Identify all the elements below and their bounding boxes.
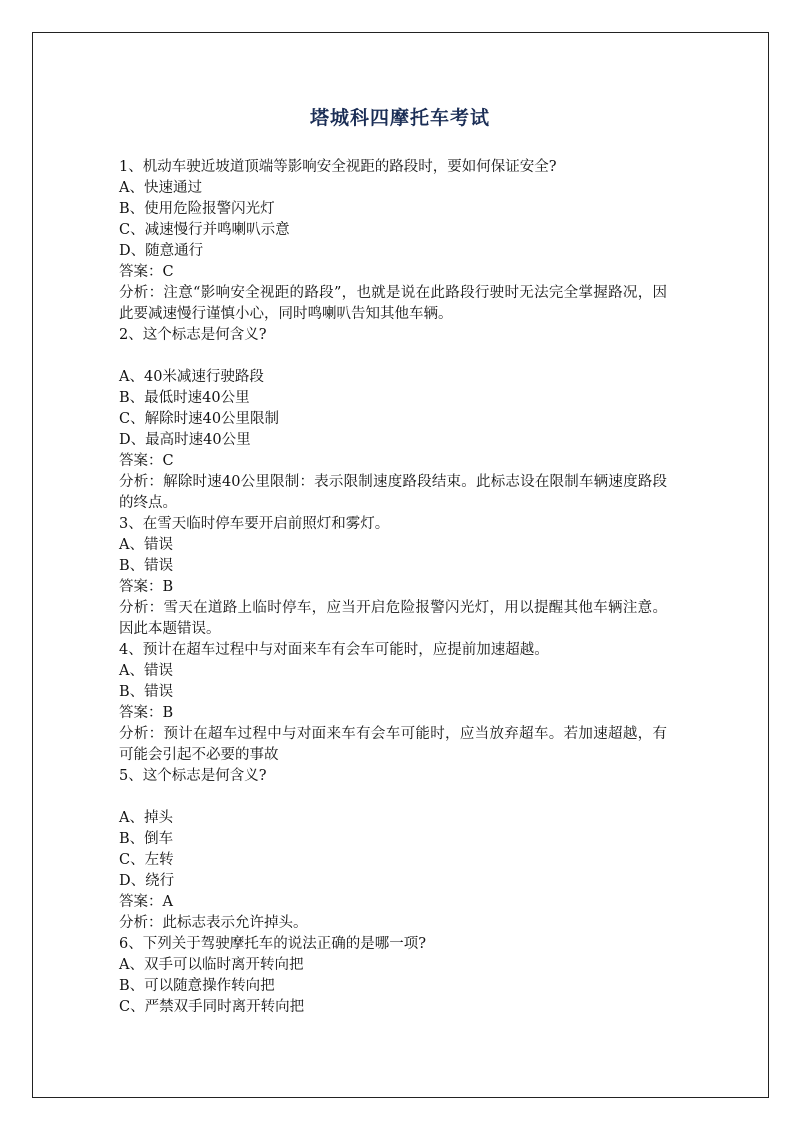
sign-image-placeholder (119, 346, 667, 367)
question-text: 6、下列关于驾驶摩托车的说法正确的是哪一项? (119, 936, 426, 952)
answer-option: B、错误 (119, 684, 174, 700)
answer-key: 答案：B (119, 705, 174, 721)
answer-key: 答案：A (119, 894, 173, 910)
answer-option: B、可以随意操作转向把 (119, 978, 275, 994)
answer-option: A、掉头 (119, 810, 173, 826)
analysis-text: 分析：注意“影响安全视距的路段”，也就是说在此路段行驶时无法完全掌握路况，因此要减速慢行谨慎小心，同时鸣喇叭告知其他车辆。 (119, 285, 667, 322)
analysis-text: 分析：预计在超车过程中与对面来车有会车可能时，应当放弃超车。若加速超越，有可能会引起不必要的事故 (119, 726, 667, 763)
question-item (119, 640, 667, 766)
question-text: 2、这个标志是何含义? (119, 327, 267, 343)
answer-option: B、最低时速40公里 (119, 390, 250, 406)
answer-option: A、快速通过 (119, 180, 202, 196)
answer-option: B、倒车 (119, 831, 174, 847)
answer-key: 答案：C (119, 264, 174, 280)
answer-option: B、错误 (119, 558, 174, 574)
question-item (119, 766, 667, 934)
answer-option: C、左转 (119, 852, 174, 868)
question-text: 3、在雪天临时停车要开启前照灯和雾灯。 (119, 516, 390, 532)
question-text: 5、这个标志是何含义? (119, 768, 267, 784)
question-text: 1、机动车驶近坡道顶端等影响安全视距的路段时，要如何保证安全? (119, 159, 557, 175)
answer-option: C、严禁双手同时离开转向把 (119, 999, 305, 1015)
question-text: 4、预计在超车过程中与对面来车有会车可能时，应提前加速超越。 (119, 642, 549, 658)
answer-option: A、错误 (119, 537, 173, 553)
answer-key: 答案：C (119, 453, 174, 469)
question-item (119, 325, 667, 514)
answer-option: A、双手可以临时离开转向把 (119, 957, 304, 973)
question-item (119, 934, 667, 1018)
answer-option: A、错误 (119, 663, 173, 679)
answer-option: D、随意通行 (119, 243, 204, 259)
question-item (119, 157, 667, 325)
question-item (119, 514, 667, 640)
analysis-text: 分析：解除时速40公里限制：表示限制速度路段结束。此标志设在限制车辆速度路段的终点。 (119, 474, 667, 511)
answer-option: D、最高时速40公里 (119, 432, 251, 448)
answer-option: D、绕行 (119, 873, 175, 889)
analysis-text: 分析：雪天在道路上临时停车，应当开启危险报警闪光灯，用以提醒其他车辆注意。因此本题错误。 (119, 600, 667, 637)
answer-option: C、解除时速40公里限制 (119, 411, 280, 427)
answer-option: C、减速慢行并鸣喇叭示意 (119, 222, 290, 238)
question-list (119, 157, 667, 1018)
document-title: 塔城科四摩托车考试 (309, 107, 490, 129)
answer-key: 答案：B (119, 579, 174, 595)
sign-image-placeholder (119, 787, 667, 808)
answer-option: B、使用危险报警闪光灯 (119, 201, 275, 217)
answer-option: A、40米减速行驶路段 (119, 369, 264, 385)
analysis-text: 分析：此标志表示允许掉头。 (119, 915, 308, 931)
